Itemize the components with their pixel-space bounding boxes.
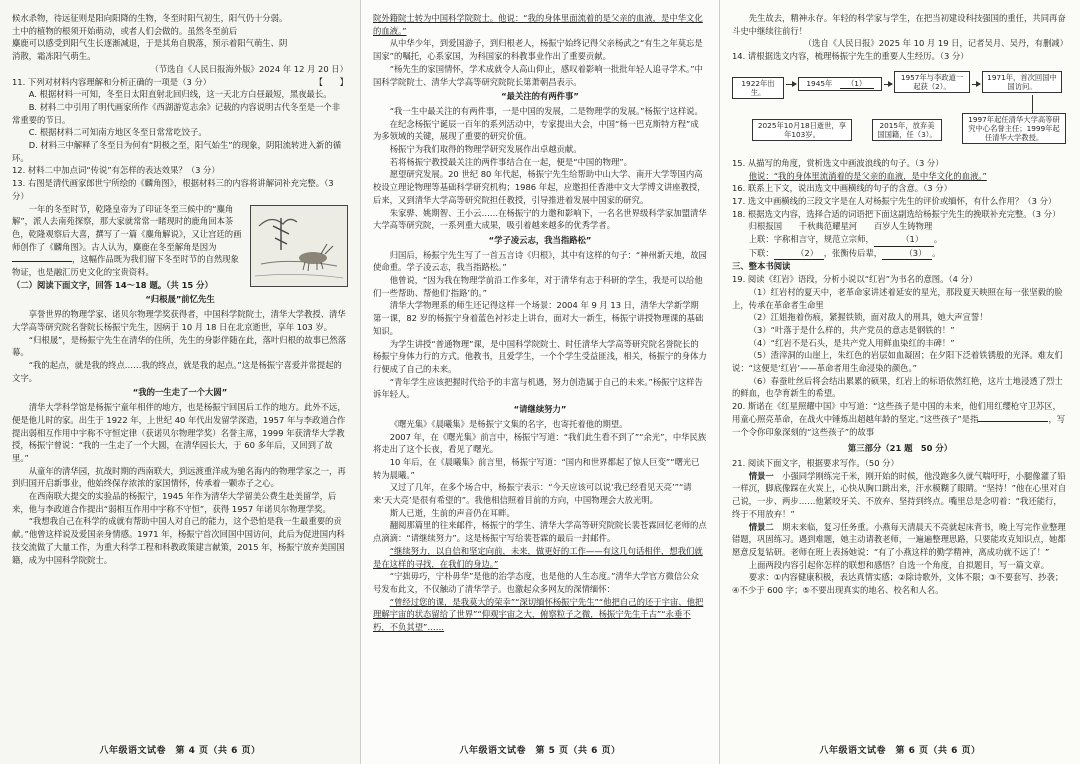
article-paragraph: 斯人已逝，生前的声音仍在耳畔。 [389,507,515,518]
q13-blank[interactable] [12,261,72,262]
text-line: 麋鹿可以感受到阳气生长逐渐减退，于是其角自脱落，预示着阳气萌生、阴 [12,38,288,49]
section-2-title: （二）阅读下面文字，回答 14～18 题。（共 15 分） [12,279,213,290]
article-paragraph: “继续努力，以自信和坚定向前，未来，做更好的工作——有这几句话相伴，想我们就是在这样的寻找，在我们的身边。” [373,545,703,569]
scenario-2: 情景二 期末来临，复习任务重。小燕每天清晨天不亮就起床背书，晚上写完作业整理错题，巩固练习。遇到难题，她主动请教老师，一遍遍整理思路，只要能攻克知识点，她都愿意反复钻研。老师在班上表扬她说：“有了小燕这样的勤学精神，离成功就不远了！” [732,521,1066,557]
part-3-title: 第三部分（21 题 50 分） [847,443,953,454]
article-paragraph: 先生故去，精神永存。年轻的科学家与学生，在把当初建设科技强国的重任，共同再奋斗史中继续往前行！ [732,13,1066,36]
arrow [884,84,892,85]
question-13: 13. 右图是清代画家郎世宁所绘的《麟角图》，根据材料三的内容将讲解词补充完整。（3 分） [12,178,334,201]
article-paragraph: 又过了几年，在多个场合中，杨振宁表示：“今天应该可以说‘我已经看见天亮’”“请来‘天大亮’是很有希望的”。我他相信照着目前的方向，中国物理会大放光明。 [373,482,692,506]
timeline-box: 1922年出生。 [732,77,784,99]
article-paragraph: 他曾说，“因为我在物理学前沿工作多年，对于清华有志于科研的学生，我是可以给他们一些帮助、帮他们‘指路’的。” [373,275,703,298]
article-subheading: “最关注的有两件事” [501,91,579,102]
article-paragraph: 在纪念杨振宁诞辰一百年的系列活动中，专家提出大会，中国“杨一巴克斯特方程”成为多领域的关键，展现了重要的研究价值。 [373,118,699,142]
timeline-box: 2025年10月18日逝世，享年103岁。 [752,119,852,141]
blank-1[interactable]: （1） [840,79,874,89]
article-paragraph: 享誉世界的物理学家、诺贝尔物理学奖获得者，中国科学院院士，清华大学教授、清华大学高等研究院名誉院长杨振宁先生，因病于 10 月 18 日在北京逝世，享年 103 岁。 [12,309,346,332]
article-paragraph: 若将杨振宁教授最关注的两件事结合在一起，便是“中国的物理”。 [389,156,632,167]
article-paragraph: 2007 年，在《曙光集》前言中，杨振宁写道：“我们此生看不到了”“余光”，中华民族将走出了这个长夜，看见了曙光。 [373,431,707,455]
article-paragraph: 《曙光集》《晨曦集》是杨振宁文集的名字，也寄托着他的期望。 [389,418,628,429]
article-paragraph: 为学生讲授“普通物理”课，是中国科学院院士、时任清华大学高等研究院名誉院长的杨振宁身体力行的方式。他教书，且爱学生，一个个学生受益匪浅，相关，杨振宁的身体力行便成了自己的未来。 [373,338,707,374]
timeline-box: 1971年，首次回国中国访问。 [982,71,1062,93]
q19-excerpt: （4）“红岩不是石头，是共产党人用鲜血染红的丰碑！” [748,337,955,348]
option-c: C. 根据材料二可知南方地区冬至日常常吃饺子。 [28,127,207,138]
article-subheading: “学子凌云志，我当指路松” [488,234,592,245]
article-paragraph: “杨先生的家国情怀，学术成就令人高山仰止，感叹着影响一批批年轻人追寻学术。”中国科学院院士、清华大学高等研究院院长第萧朝昌表示。 [373,63,703,87]
text-line: 土中的植物的根须开始萌动，或者人们会做的。虽然冬至前后 [12,25,238,36]
article-title: “归根晟”前忆先生 [145,294,215,305]
article-paragraph: 翻阅那篇里的往来邮件，杨振宁的学生、清华大学高等研究院院长裴苍霖回忆老师的点点滴滴：“请继续努力”。这是杨振宁写给裴苍霖的最后一封邮件。 [373,520,707,544]
question-16: 16. 联系上下文，说出选文中画横线的句子的含意。（3 分） [732,183,952,194]
article-paragraph: 杨振宁为我们取得的物理学研究发展作出卓越贡献。 [389,144,582,155]
article-paragraph: 10 年后，在《晨曦集》前言里，杨振宁写道：“国内和世界都起了惊人巨变”“曙光已转为晨曦。” [373,456,700,480]
question-21: 21. 阅读下面文字，根据要求写作。（50 分） [732,457,899,468]
q18-lower-couplet: 下联： （2） ，张衡传后辈， （3） 。 [732,247,1068,261]
q19-excerpt: （1）红岩村的夏天中，老革命家讲述着延安的星光，那段夏天映照在每一张坚毅的脸上，传承在革命者生命里 [732,286,1063,310]
source-note: （选自《人民日报》2025 年 10 月 19 日，记者吴月、吴丹，有删减） [803,38,1068,49]
page-6 [720,0,1080,764]
blank-2[interactable]: （2） [774,247,824,261]
article-paragraph: 从童年的清华园，抗战时期的西南联大，到远渡重洋成为驰名海内的物理学家之一，再到归国开启新事业，他始终保存浓浓的家国情怀，传承着一颗赤子之心。 [12,465,346,489]
option-b: B. 材料二中引用了明代画家所作《西湖游览志余》记载的内容说明古代冬至是一个非常重要的节日。 [12,101,341,125]
scenario-1: 情景一 小强同学刚练完千米，刚开始的时候，他没跑多久就气喘吁吁，小腿像灌了铅一样沉，脚底像踩在火炭上，心快从胸口跳出来，汗水模糊了眼睛。“坚持！”他在心里对自己说，一步、两步……他紧咬牙关、不放弃、坚持到终点。嘴里总是念叨着：“我还能行，终于不用放弃！” [732,470,1067,519]
article-paragraph: 院外籍院士转为中国科学院院士。他说：“我的身体里面流着的是父亲的血液，是中华文化的血液。” [373,13,703,36]
article-subheading: “我的一生走了一个大圆” [132,387,228,398]
q19-excerpt: （3）“叶落于是什么样的，共产党员的意志是钢铁的！” [748,324,955,335]
article-paragraph: “我想我自己在科学的成就有帮助中国人对自己的能力，这个恐怕是我一生最重要的贡献。”他曾这样说及爱国亲身情感。1971 年，杨振宁首次回国中国访问，此后为促进国内科技交流做了大量工作，为重大科学工程和科教政策建言献策，2015 年，杨振宁放弃美国国籍，成为中国科学院院士。 [12,516,345,565]
question-14: 14. 请根据选文内容，梳理杨振宁先生的重要人生经历。（3 分） [732,51,969,62]
article-paragraph: 在西南联大提交的实验品的杨振宁，1945 年作为清华大学留美公费生赴美留学，后来，他与李政道合作提出“弱相互作用中宇称不守恒”，获得 1957 年诺贝尔物理学奖。 [12,491,337,514]
text-line: 候水杀物，待远征则是阳向阳降的生物，冬至时阳气初生，阳气仍十分弱。 [12,13,288,23]
question-17: 17. 选文中画横线的三段文字是在人对杨振宁先生的评价或缅怀，有什么作用？（3 分） [732,195,1057,206]
timeline-box-blank-3[interactable]: 2015年，放弃美国国籍，任（3）。 [872,119,942,141]
q15-quote: 他说：“我的身体里流淌着的是父亲的血液，是中华文化的血液。” [748,170,987,181]
article-paragraph: 朱家骅、姚期智、王小云……在杨振宁的力邀和影响下，一名名世界级科学家加盟清华大学高等研究院，一系列重大成果，吸引着越来越多的优秀学者。 [373,207,707,231]
article-paragraph: 清华大学物理系的师生还记得这样一个场景：2004 年 9 月 13 日，清华大学新学期第一课，82 岁的杨振宁身着蓝色衬衫走上讲台，面对大一新生，杨振宁讲授物理课的基础知识。 [373,300,704,336]
article-paragraph: “青年学生应该把握时代给予的丰富与机遇，努力创造属于自己的未来。”杨振宁这样告诉年轻人。 [373,376,703,400]
arrow [1032,95,1033,113]
blank-1[interactable]: （1） [874,233,934,247]
option-d: D. 材料三中解释了冬至日为何有“阴极之至，阳气始生”的现象，阴阳流转进入新的循环。 [12,140,342,163]
blank-3[interactable]: （3） [882,247,932,261]
question-15: 15. 从描写的角度，赏析选文中画波浪线的句子。（3 分） [732,157,944,168]
article-paragraph: “归根晟”，是杨振宁先生在清华的住所，先生的身影伴随在此，落叶归根的故事已然落幕。 [12,334,347,358]
arrow [972,84,980,85]
option-a: A. 根据材料一可知，冬至日太阳直射北回归线，这一天北方白昼最短，黑夜最长。 [28,89,332,100]
article-paragraph: “宁拙毋巧，宁朴毋华”是他的治学态度，也是他的人生态度。”清华大学官方微信公众号发布此文，不仅触动了清华学子。也激起众多网友的深情缅怀： [373,571,699,594]
article-paragraph: 归国后，杨振宁先生写了一首五言诗《归根》，其中有这样的句子：“神州新天地，故园使命重。学子凌云志，我当指路松。” [373,249,707,273]
article-paragraph: 清华大学科学馆是杨振宁童年相伴的地方，也是杨振宁回国后工作的地方。此外不远，便是他儿时的家。出生于 1922 年，上世纪 40 年代出发留学深造，1957 年与李政道合作提出弱相互作用中宇称不守恒定律（获诺贝尔物理学奖）名誉主席，1999 年获清华大学教授，杨振宁曾说：“我的一生走了一个大圆，在清华园长大，于 60 多年后，又回到了故里。” [12,402,346,463]
q18-word-options: 归根报国 千秋典范耀星河 百岁人生铸物理 [748,221,933,232]
page-4 [0,0,360,764]
arrow [786,84,796,85]
question-19: 19. 阅读《红岩》语段，分析小说以“红岩”为书名的意图。（4 分） [732,274,978,285]
q18-upper-couplet: 上联：字称相言守，规范立宗师， （1） 。 [732,233,1068,247]
q19-excerpt: （5）渣滓洞的山崖上，朱红色的岩层如血凝固；在夕阳下泛着铁锈般的光泽。难友们说：“这便是‘红岩’——革命者用生命浸染的颜色。” [732,350,1063,374]
article-paragraph: “曾经过您的课，是我莫大的荣幸”“深切缅怀杨振宁先生”“他把自己的还于宇宙、他把理解宇宙的状态留给了世界”“仰观宇宙之大，俯察粒子之微，杨振宁先生千古”“永垂不朽，不负其望”…… [373,596,704,633]
q19-excerpt: （2）江姐拖着伤痕，紧握铁锁，面对敌人的刑具，她大声宣誓！ [748,312,988,323]
writing-requirements: 要求：①内容健康积极，表达真情实感；②除诗歌外，文体不限；③不要套写、抄袭；④不少于 600 字；⑤不要出现真实的地名、校名和人名。 [732,572,1064,596]
page-footer: 八年级语文试卷 第 6 页（共 6 页） [819,746,981,757]
article-paragraph: 从中华少年，到爱国游子，到归根老人，杨振宁始终记得父亲杨武之“有生之年莫忘是国家”的嘱托，心系家国，为科国家的科教事业作出了重要贡献。 [373,38,703,62]
q20-blank[interactable] [978,421,1048,422]
question-12: 12. 材料二中加点词“传说”有怎样的表达效果？（3 分） [12,165,220,176]
painting-image [250,205,348,287]
timeline-box: 1945年 （1） [798,77,882,91]
q19-excerpt: （6）春蚕吐丝后将会结出累累的硕果，红岩上的标语依然红艳，这片土地浸透了烈士的鲜血，也孕育新生的希望。 [732,375,1063,399]
page-footer: 八年级语文试卷 第 5 页（共 6 页） [459,746,621,757]
timeline-flowchart [732,67,1068,153]
source-note: （节选自《人民日报海外版》2024 年 12 月 20 日） [150,63,348,74]
question-11: 11. 下列对材料内容理解和分析正确的一项是（3 分） 【 】 [12,76,348,87]
article-subheading: “请继续努力” [513,404,567,415]
text-line: 消散，霜冻阳气萌生。 [12,51,96,62]
question-18: 18. 根据选文内容，选择合适的词语把下面这副选给杨振宁先生的挽联补充完整。（3 分） [732,208,1061,219]
page-5 [360,0,720,764]
timeline-box: 1997年起任清华大学高等研究中心名誉主任；1999年起任清华大学教授。 [962,113,1066,144]
answer-bracket[interactable]: 【 】 [314,76,348,87]
writing-task: 上面两段内容引起你怎样的联想和感悟？自选一个角度，自拟题目，写一篇文章。 [748,559,1050,570]
article-paragraph: “我一生中最关注的有两件事，一是中国的发展，二是物理学的发展。”杨振宁这样说。 [389,105,703,116]
q13-text: 一年的冬至时节，乾隆皇帝为了印证冬至三候中的“麋角解”，派人去南苑探察，那大家就常常一睹现时的鹿角回本茶色，乾隆观察后大喜，撰写了一篇《麋角解说》，又让宫廷的画师创作了《麟角图》。古人认为，麋鹿在冬至解角是因为，这幅作品既为我们留下冬至时节的自然现象物证，也是融汇历史文化的宝贵资料。 [12,203,242,278]
article-paragraph: 愿望研究发展。20 世纪 80 年代起，杨振宁先生给帮助中山大学、南开大学等国内高校设立理论物理等基础科学研究机构；1986 年起，应邀担任香港中文大学博文讲座教授，后来，又到清华大学高等研究院担任教授，引导推进着发展中国家的研究。 [373,169,706,205]
article-paragraph: “我的起点，就是我的终点……我的终点，就是我的起点。”这是杨振宁喜爱并常提起的文字。 [12,359,342,383]
timeline-box-blank-2[interactable]: 1957年与李政道一起获（2）。 [894,71,970,93]
part-heading: 三、整本书阅读 [732,261,791,272]
question-20: 20. 斯诺在《红星照耀中国》中写道：“这些孩子是中国的未来，他们用红缨枪守卫苏区，用童心照亮革命，在战火中锤炼出超越年龄的坚定。”这些孩子”是指 ，写一个令你印象深刻的“这些孩子”的故事 [732,401,1066,437]
page-footer: 八年级语文试卷 第 4 页（共 6 页） [99,746,261,757]
